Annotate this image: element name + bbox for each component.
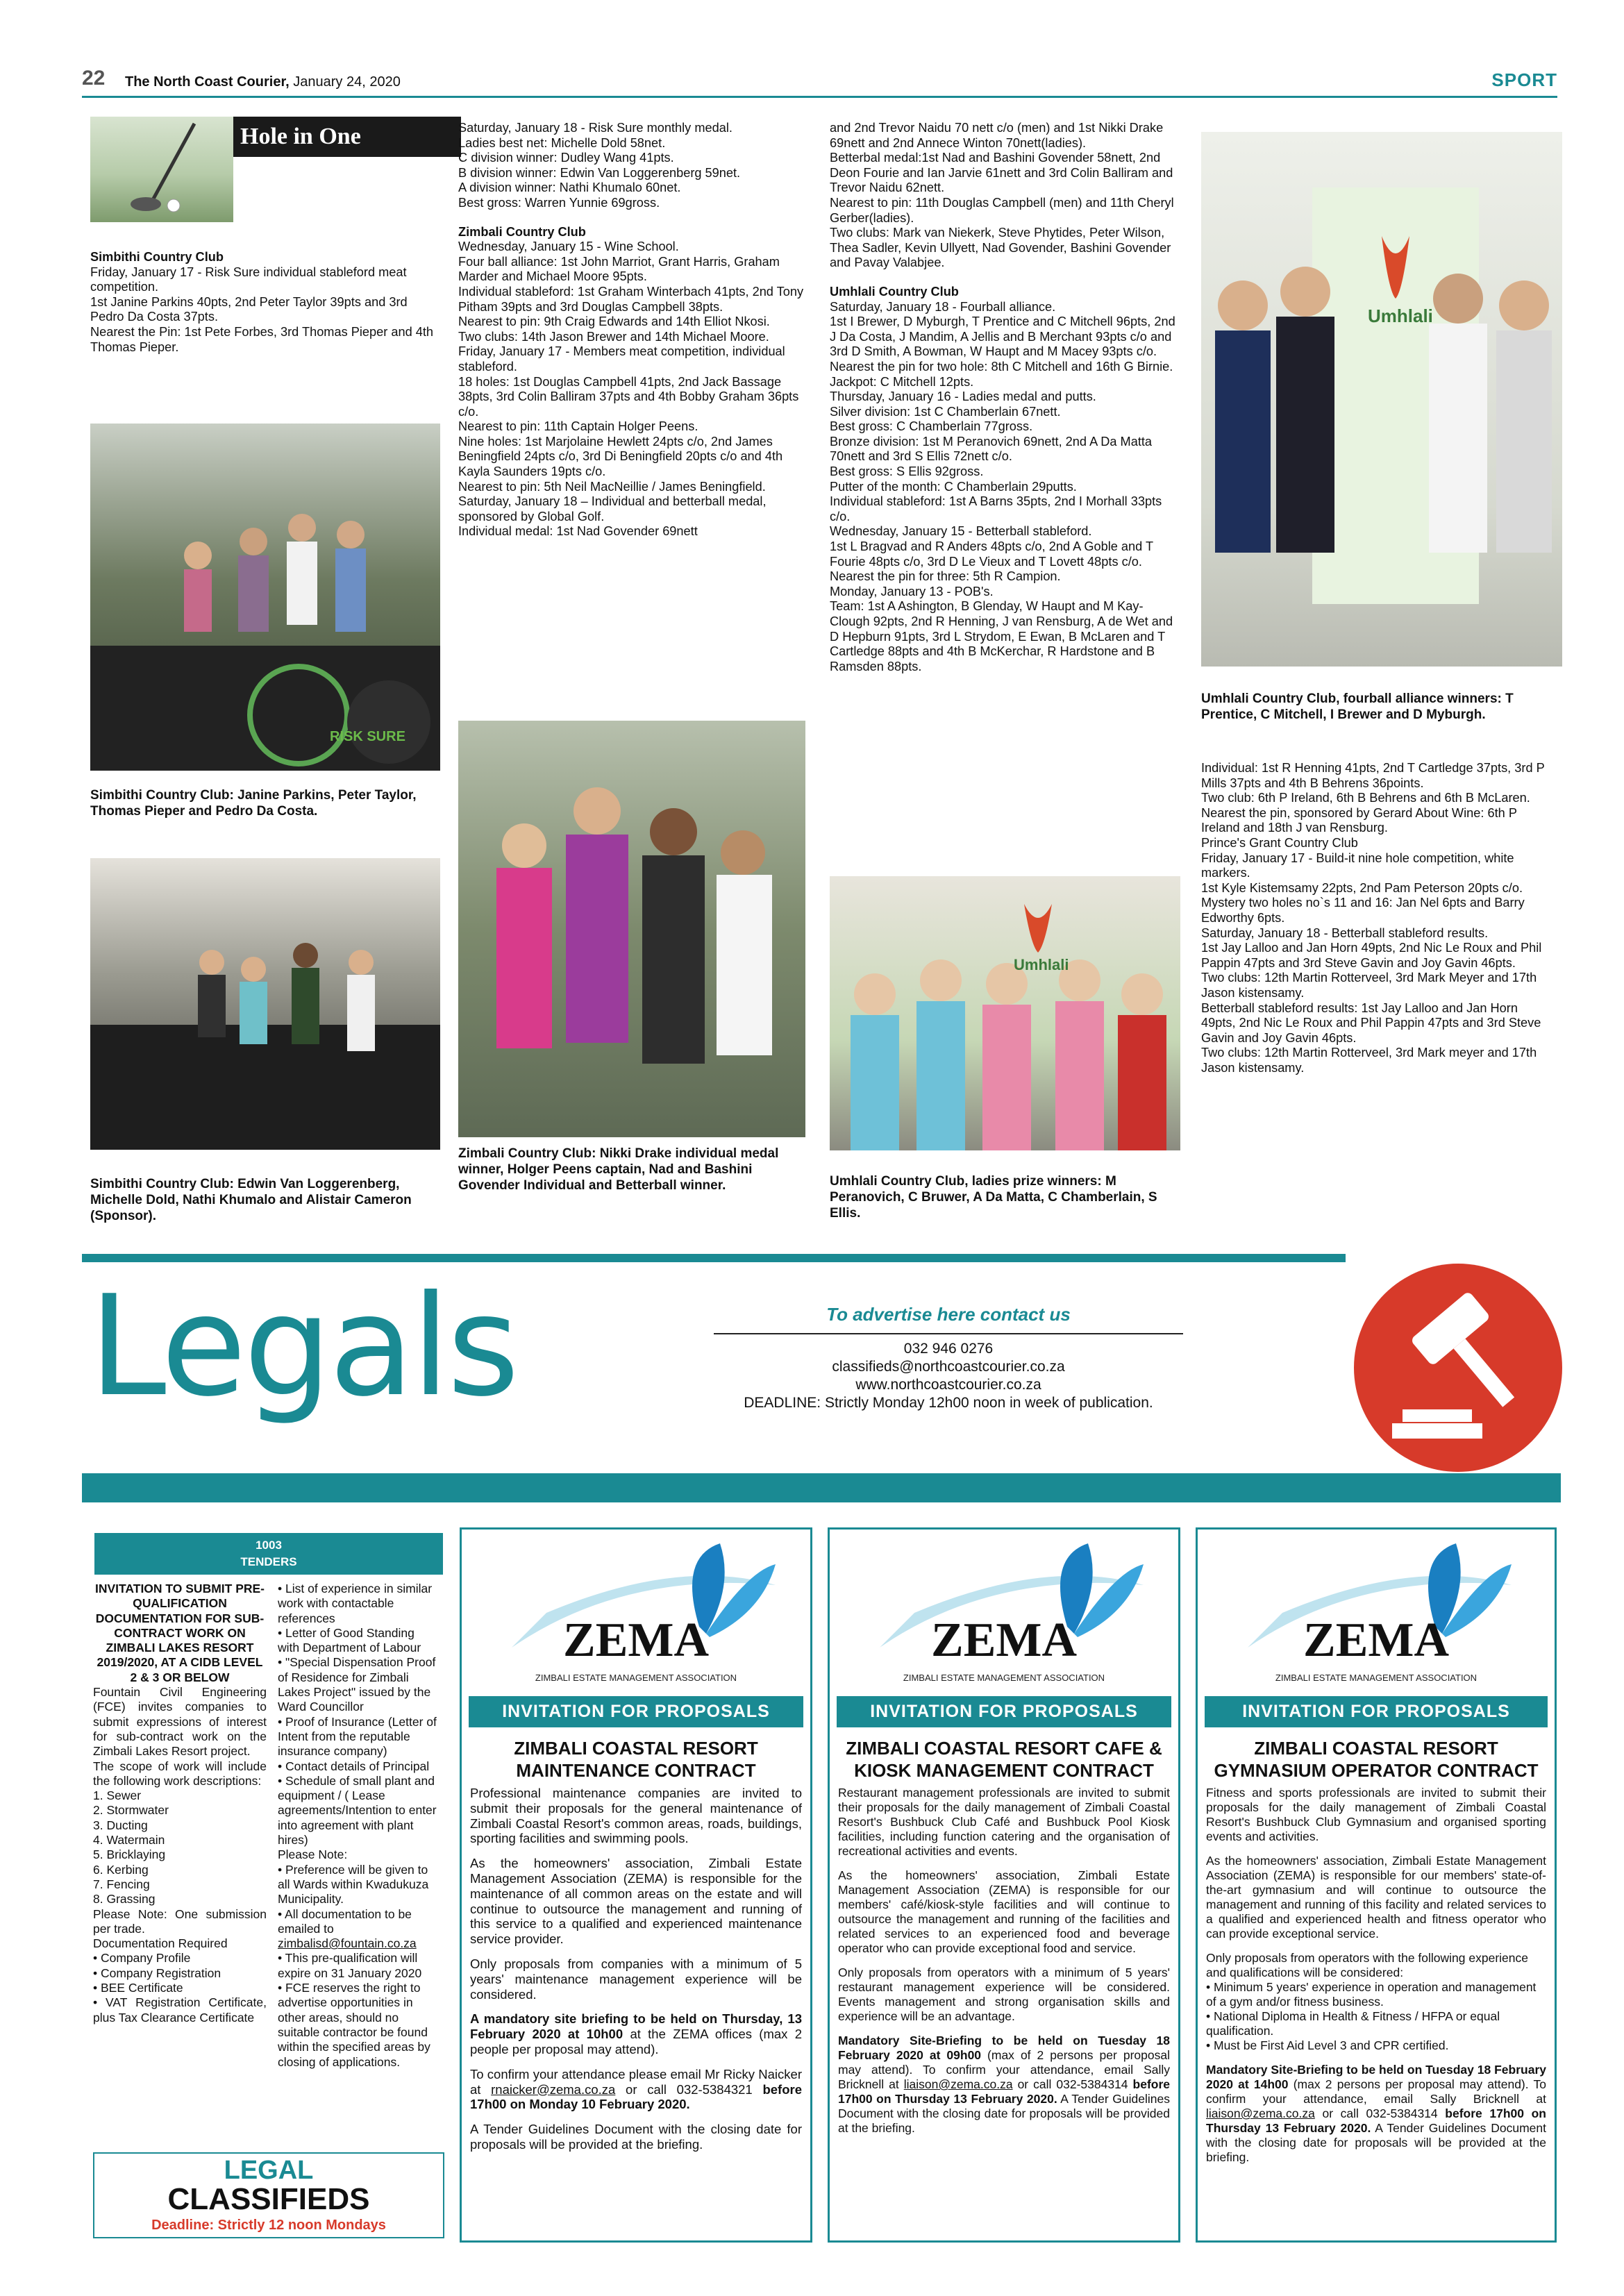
contact-text: To confirm your attendance please email Mr Ricky Naicker at [470,2066,802,2097]
ad-paragraph: Only proposals from operators with a minimum of 5 years' restaurant management experience will be considered. Events management and strong organisation skills and experience will be an advantage. [838,1966,1170,2023]
club-heading: Umhlali Country Club [830,284,959,299]
hole-in-one-photo [90,117,233,222]
zema-ad-cafe [828,1527,1180,2243]
legal-classifieds-box [93,2152,444,2238]
ad-paragraph: Only proposals from companies with a minimum of 5 years' maintenance management experience will be considered. [470,1956,802,2002]
ad-paragraph: Fitness and sports professionals are invited to submit their proposals for the daily management of Zimbali Coastal Resort's Bushbuck Club Gymnasium and organised sporting events and activities. [1206,1786,1546,1843]
simbithi-photo-2 [90,858,440,1150]
publication-name: The North Coast Courier, [125,74,290,90]
hole-in-one-title: Hole in One [233,117,461,157]
briefing-rest: at the ZEMA offices (max 2 people per proposal may attend). [470,2027,802,2056]
simbithi-medal-text: Saturday, January 18 - Risk Sure monthly medal. Ladies best net: Michelle Dold 58net. C division winner: Dudley Wang 41pts. B division winner: Edwin Van Loggerenberg 59net. A division winner: Nathi Khumalo 60net. Best gross: Warren Yunnie 69gross. [458,121,741,210]
briefing-rest: (max 2 persons per proposal may attend). To confirm your attendance, email Sally Bricknell at [1206,2077,1546,2106]
zimbali-photo [458,721,805,1137]
briefing-bold: Mandatory Site-Briefing to be held on Tuesday 18 February 2020 at 14h00 [1206,2063,1546,2091]
advertise-heading: To advertise here contact us [826,1304,1071,1325]
ad-body [1206,1786,1546,2165]
caption-zimbali: Zimbali Country Club: Nikki Drake individual medal winner, Holger Peens captain, Nad and Bashini Govender Individual and Betterball winner. [458,1146,779,1193]
zema-logo [1206,1530,1546,1696]
advertise-email[interactable]: classifieds@northcoastcourier.co.za [832,1359,1065,1375]
legal-classifieds-line1: LEGAL [224,2156,314,2185]
ad-paragraph: As the homeowners' association, Zimbali Estate Management Association (ZEMA) is responsible for our members' state-of-the-art gymnasium and will continue to outsource the management and running of this facility and related services to a qualified and experienced health and fitness operator who can provide exceptional service. [1206,1854,1546,1941]
tender-right-column [278,1582,439,2070]
column-3-text [830,121,1177,674]
legal-classifieds-deadline: Deadline: Strictly 12 noon Mondays [151,2218,386,2233]
tender-email-link[interactable]: zimbalisd@fountain.co.za [278,1936,417,1951]
zema-ad-maintenance [460,1527,812,2243]
people-figures-icon [458,721,805,1137]
ad-paragraph: Restaurant management professionals are invited to submit their proposals for the daily management of Zimbali Coastal Resort's Bushbuck Club Café and Bushbuck Pool Kiosk facilities, including function catering and the organisation of recreational activities and events. [838,1786,1170,1858]
zema-logo [838,1530,1170,1696]
zema-logo-sub: ZIMBALI ESTATE MANAGEMENT ASSOCIATION [903,1673,1105,1683]
briefing-bold: A mandatory site briefing to be held on Thursday, 13 February 2020 at 10h00 [470,2011,802,2042]
advertise-rule [714,1333,1183,1334]
ad-paragraph: As the homeowners' association, Zimbali Estate Management Association (ZEMA) is responsible for our members' café/kiosk-style facilities and will continue to outsource the management and running of the facilities and related services to an experienced food and beverage operator who can provide exceptional food and service. [838,1868,1170,1955]
ad-briefing [470,2011,802,2056]
briefing-bold: Mandatory Site-Briefing to be held on Tuesday 18 February 2020 at 09h00 [838,2034,1170,2062]
zema-logo-text: ZEMA [1303,1614,1449,1667]
simbithi-photo-1 [90,424,440,771]
zema-ad-gymnasium [1196,1527,1557,2243]
people-figures-icon [90,424,440,771]
ad-paragraph: Only proposals from operators with the following experience and qualifications will be considered: • Minimum 5 years' experience in operation and management of a gym and/or fitness business. • National Diploma in Health & Fitness / HFPA or equal qualification. • Must be First Aid Level 3 and CPR certified. [1206,1951,1537,2052]
invitation-banner: INVITATION FOR PROPOSALS [837,1696,1171,1727]
tender-left-body: Fountain Civil Engineering (FCE) invites companies to submit expressions of interest for sub-contract work on the Zimbali Lakes Resort project. The scope of work will include the following work descriptions: 1. Sewer 2. Stormwater 3. Ducting 4. Watermain 5. Bricklaying 6. Kerbing 7. Fencing 8. Grassing Please Note: One submission per trade. Documentation Required • Company Profile • Company Registration • BEE Certificate • VAT Registration Certificate, plus Tax Clearance Certificate [93,1685,267,2025]
ad-title: ZIMBALI COASTAL RESORT GYMNASIUM OPERATOR CONTRACT [1214,1738,1539,1781]
zimbali-continued-text: and 2nd Trevor Naidu 70 nett c/o (men) and 1st Nikki Drake 69nett and 2nd Annece Winton 70nett(ladies). Betterbal medal:1st Nad and Bashini Govender 58nett, 2nd Deon Fourie and Ian Jarvie 61nett and 3rd Colin Balliram and Trevor Naidu 62nett. Nearest to pin: 11th Douglas Campbell (men) and 11th Cheryl Gerber(ladies). Two clubs: Mark van Niekerk, Steve Phytides, Peter Wilson, Thea Sadler, Kevin Ullyett, Nad Govender, Bashini Govender and Pavay Valabjee. [830,121,1174,270]
caption-simbithi-2: Simbithi Country Club: Edwin Van Loggerenberg, Michelle Dold, Nathi Khumalo and Alistair Cameron (Sponsor). [90,1177,412,1223]
gavel-shape [1354,1264,1562,1472]
ad-paragraph: As the homeowners' association, Zimbali Estate Management Association (ZEMA) is responsible for the maintenance of all common areas on the estate and will continue to outsource the management and running of this service to a qualified and experienced maintenance service provider. [470,1856,802,1947]
section-label: SPORT [1491,69,1557,90]
zema-logo-text: ZEMA [931,1614,1077,1667]
briefing-end: A Tender Guidelines Document with the closing date for proposals will be provided at the briefing. [838,2092,1170,2135]
publication-date: January 24, 2020 [293,74,401,90]
column-4-text [1201,761,1548,1075]
legals-title: Legals [89,1266,517,1427]
umhlali-banner: Umhlali [1368,305,1433,326]
zimbali-results-text: Wednesday, January 15 - Wine School. Four ball alliance: 1st John Marriot, Grant Harris, Graham Marder and Michael Moore 95pts. Individual stableford: 1st Graham Winterbach 41pts, 2nd Tony Pitham 39pts and 3rd Douglas Campbell 38pts. Nearest to pin: 9th Craig Edwards and 14th Elliot Nkosi. Two clubs: 14th Jason Brewer and 14th Michael Moore. Friday, January 17 - Members meat competition, individual stableford. 18 holes: 1st Douglas Campbell 41pts, 2nd Jack Bassage 38pts, 3rd Colin Balliram 37pts and 4th Bobby Graham 36pts c/o. Nearest to pin: 11th Captain Holger Peens. Nine holes: 1st Marjolaine Hewlett 24pts c/o, 2nd James Beningfield 24pts c/o, 3rd Di Beningfield 20pts c/o and 4th Kayla Saunders 19pts c/o. Nearest to pin: 5th Neil MacNeillie / James Beningfield. Saturday, January 18 – Individual and betterball medal, sponsored by Global Golf. Individual medal: 1st Nad Govender 69nett [458,240,804,539]
legal-classifieds-line2: CLASSIFIEDS [167,2182,370,2216]
ad-briefing [838,2034,1170,2136]
people-figures-icon [1201,132,1562,667]
ad-body [838,1786,1170,2136]
tender-heading: INVITATION TO SUBMIT PRE-QUALIFICATION DOCUMENTATION FOR SUB-CONTRACT WORK ON ZIMBALI LAKES RESORT 2019/2020, AT A CIDB LEVEL 2 & 3 OR BELOW [94,1582,265,1684]
publication-line [125,74,401,90]
contact-phone: or call 032-5384321 [615,2081,763,2097]
header-rule [82,96,1557,98]
column-1-text [90,250,437,355]
tenders-title: TENDERS [240,1555,297,1568]
invitation-banner: INVITATION FOR PROPOSALS [1205,1696,1548,1727]
club-heading: Simbithi Country Club [90,250,224,264]
briefing-rest: (max of 2 persons per proposal may attend). To confirm your attendance, email Sally Bricknell at [838,2048,1170,2091]
invitation-banner: INVITATION FOR PROPOSALS [469,1696,803,1727]
contact-phone: or call 032-5384314 [1012,2077,1133,2091]
tenders-label [94,1533,443,1575]
column-2-text [458,121,805,539]
results-text: Friday, January 17 - Risk Sure individual stableford meat competition. 1st Janine Parkins 40pts, 2nd Peter Taylor 39pts and 3rd Pedro Da Costa 37pts. Nearest the Pin: 1st Pete Forbes, 3rd Thomas Pieper and 4th Thomas Pieper. [90,265,434,354]
page-number: 22 [82,67,106,90]
briefing-end: A Tender Guidelines Document with the closing date for proposals will be provided at the briefing. [1206,2121,1546,2164]
ad-body [470,1786,802,2152]
tender-right-body-1: • List of experience in similar work with contactable references • Letter of Good Standing with Department of Labour • "Special Dispensation Proof of Residence for Zimbali Lakes Project" issued by the Ward Councillor • Proof of Insurance (Letter of Intent from the reputable insurance company) • Contact details of Principal • Schedule of small plant and equipment / ( Lease agreements/Intention to enter into agreement with plant hires) Please Note: • Preference will be given to all Wards within Kwadukuza Municipality. • All documentation to be emailed to [278,1582,437,1936]
caption-simbithi-1: Simbithi Country Club: Janine Parkins, Peter Taylor, Thomas Pieper and Pedro Da Costa. [90,788,417,819]
zema-logo-text: ZEMA [563,1614,709,1667]
people-figures-icon [830,876,1180,1150]
contact-email-link[interactable]: rnaicker@zema.co.za [491,2081,616,2097]
gavel-icon [1354,1264,1562,1472]
zema-logo-sub: ZIMBALI ESTATE MANAGEMENT ASSOCIATION [535,1673,737,1683]
contact-deadline: before 17h00 on Thursday 13 February 2020. [1206,2106,1546,2135]
ad-contact [470,2067,802,2112]
zema-logo-sub: ZIMBALI ESTATE MANAGEMENT ASSOCIATION [1275,1673,1477,1683]
tender-right-body-2: • This pre-qualification will expire on 31 January 2020 • FCE reserves the right to advertise opportunities in other areas, should no suitable contractor be found within the specified areas by closing of applications. [278,1951,430,2069]
people-figures-icon [90,858,440,1150]
ad-paragraph: Professional maintenance companies are invited to submit their proposals for the general maintenance of Zimbali Coastal Resort's common areas, roads, buildings, sporting facilities and swimming pools. [470,1786,802,1846]
ad-paragraph: A Tender Guidelines Document with the closing date for proposals will be provided at the briefing. [470,2122,802,2152]
caption-umhlali-fourball: Umhlali Country Club, fourball alliance winners: T Prentice, C Mitchell, I Brewer and D Myburgh. [1201,692,1514,722]
club-heading: Zimbali Country Club [458,224,586,239]
umhlali-princes-grant-text: Individual: 1st R Henning 41pts, 2nd T Cartledge 37pts, 3rd P Mills 37pts and 4th B Behrens 36points. Two club: 6th P Ireland, 6th B Behrens and 6th B McLaren. Nearest the pin, sponsored by Gerard About Wine: 6th P Ireland and 18th J van Rensburg. Prince's Grant Country Club Friday, January 17 - Build-it nine hole competition, white markers. 1st Kyle Kistemsamy 22pts, 2nd Pam Peterson 20pts c/o. Mystery two holes no`s 11 and 16: Jan Nel 6pts and Barry Edworthy 6pts. Saturday, January 18 - Betterball stableford results. 1st Jay Lalloo and Jan Horn 49pts, 2nd Nic Le Roux and Phil Pappin 47pts and 3rd Steve Gavin and Joy Gavin 46pts. Two clubs: 12th Martin Rotterveel, 3rd Mark Meyer and 17th Jason kistensamy. Betterball stableford results: 1st Jay Lalloo and Jan Horn 49pts, 2nd Nic Le Roux and Phil Pappin 47pts and 3rd Steve Gavin and Joy Gavin 46pts. Two clubs: 12th Martin Rotterveel, 3rd Mark meyer and 17th Jason kistensamy. [1201,761,1545,1075]
tender-left-column [93,1582,267,2025]
contact-email-link[interactable]: liaison@zema.co.za [1206,2106,1315,2120]
caption-umhlali-ladies: Umhlali Country Club, ladies prize winners: M Peranovich, C Bruwer, A Da Matta, C Chamberlain, S Ellis. [830,1174,1157,1221]
legals-bottom-bar [82,1473,1561,1502]
umhlali-results-text: Saturday, January 18 - Fourball alliance. 1st I Brewer, D Myburgh, T Prentice and C Mitchell 96pts, 2nd J Da Costa, J Mandim, A Jellis and B Merchant 93pts c/o and 3rd D Smith, A Bowman, W Haupt and M Macey 93pts c/o. Nearest the pin for two hole: 8th C Mitchell and 16th G Birnie. Jackpot: C Mitchell 12pts. Thursday, January 16 - Ladies medal and putts. Silver division: 1st C Chamberlain 67nett. Best gross: C Chamberlain 77gross. Bronze division: 1st M Peranovich 69nett, 2nd A Da Matta 70nett and 3rd S Ellis 72nett c/o. Best gross: S Ellis 92gross. Putter of the month: C Chamberlain 29putts. Individual stableford: 1st A Barns 35pts, 2nd I Morhall 33pts c/o. Wednesday, January 15 - Betterball stableford. 1st L Bragvad and R Anders 48pts c/o, 2nd A Goble and T Fourie 48pts c/o, 3rd D Le Vieux and T Lovett 48pts c/o. Nearest the pin for three: 5th R Campion. Monday, January 13 - POB's. Team: 1st A Ashington, B Glenday, W Haupt and M Kay-Clough 92pts, 2nd R Henning, J van Rensburg, A de Wet and D Hepburn 91pts, 3rd L Strydom, E Ewan, B McLaren and T Cartledge 88pts and 4th B McKerchar, R Hardstone and B Ramsden 88pts. [830,299,1175,673]
ad-title: ZIMBALI COASTAL RESORT MAINTENANCE CONTRACT [514,1738,758,1781]
advertise-phone: 032 946 0276 [903,1341,994,1357]
advertise-website[interactable]: www.northcoastcourier.co.za [855,1377,1041,1393]
umhlali-ladies-photo [830,876,1180,1150]
risk-sure-banner: RISK SURE [330,729,405,744]
ad-title: ZIMBALI COASTAL RESORT CAFE & KIOSK MANAGEMENT CONTRACT [846,1738,1162,1781]
tenders-code: 1003 [256,1539,282,1552]
advertise-deadline: DEADLINE: Strictly Monday 12h00 noon in week of publication. [744,1395,1153,1411]
zema-logo [470,1530,802,1696]
umhlali-fourball-photo [1201,132,1562,667]
advertise-contact [714,1340,1183,1412]
umhlali-banner: Umhlali [1014,956,1069,973]
contact-phone: or call 032-5384314 [1314,2106,1446,2120]
contact-email-link[interactable]: liaison@zema.co.za [903,2077,1013,2091]
ad-briefing [1206,2063,1546,2165]
contact-deadline: before 17h00 on Thursday 13 February 2020. [838,2077,1171,2106]
legals-top-bar [82,1254,1346,1262]
golf-club-icon [90,117,233,222]
protea-logo-icon [1024,904,1052,953]
contact-deadline: before 17h00 on Monday 10 February 2020. [470,2081,802,2112]
